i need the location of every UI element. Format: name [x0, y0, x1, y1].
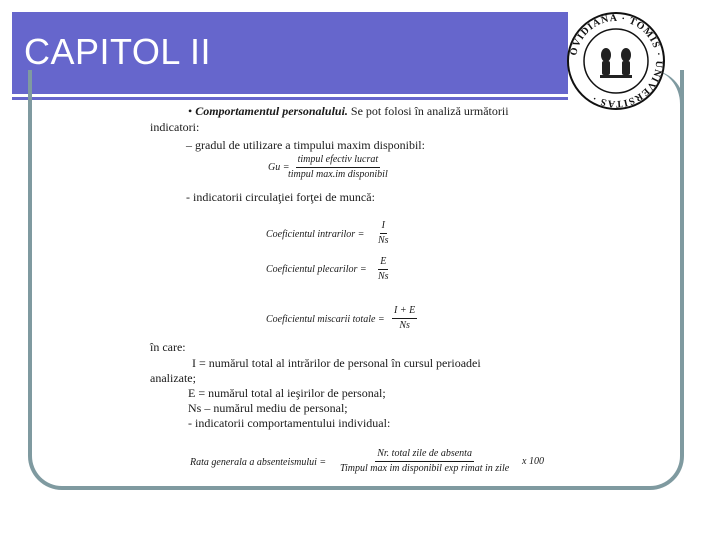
definition-i-continuation: analizate; [150, 371, 196, 385]
gu-denominator: timpul max.im disponibil [288, 168, 388, 180]
gu-numerator: timpul efectiv lucrat [296, 154, 381, 168]
miscari-fraction: $\frac{I + E}{Ns}$ [394, 305, 416, 331]
university-seal-logo [566, 11, 666, 111]
intro-continuation: indicatori: [150, 120, 200, 134]
definition-i: I = numărul total al intrărilor de personal în cursul perioadei [192, 356, 481, 370]
section-intro: Se pot folosi în analiză următorii [350, 104, 509, 118]
plecari-fraction: $\frac{E}{Ns}$ [378, 256, 389, 282]
svg-text:OVIDIANA · TOMIS · UNIVERSITAS: OVIDIANA · TOMIS · UNIVERSITAS · [568, 12, 665, 110]
item-time-utilization: – gradul de utilizare a timpului maxim disponibil: [186, 138, 425, 152]
bullet: • [188, 104, 193, 118]
absenteeism-fraction: Nr. total zile de absenta Timpul max im disponibil exp rimat in zile [340, 448, 510, 474]
plecari-label: Coeficientul plecarilor = [266, 264, 367, 275]
intrari-fraction: $\frac{I}{Ns}$ [378, 220, 389, 246]
slide-title: CAPITOL II [24, 31, 212, 72]
item-labor-circulation: - indicatorii circulaţiei forţei de muncă: [186, 190, 375, 204]
definition-e: E = numărul total al ieşirilor de personal; [188, 386, 386, 400]
absenteeism-label: Rata generala a absenteismului = [190, 457, 327, 468]
absenteeism-multiplier: x 100 [522, 456, 544, 467]
item-individual-behavior: - indicatorii comportamentului individual: [188, 416, 391, 430]
gu-fraction [286, 154, 390, 180]
definition-ns: Ns – numărul mediu de personal; [188, 401, 348, 415]
intrari-label: Coeficientul intrarilor = [266, 229, 365, 240]
section-title: Comportamentul personalului. [195, 104, 348, 118]
in-care-label: în care: [150, 340, 186, 354]
miscari-label: Coeficientul miscarii totale = [266, 314, 385, 325]
slide-content [148, 104, 560, 476]
gu-label: Gu = [268, 162, 290, 173]
